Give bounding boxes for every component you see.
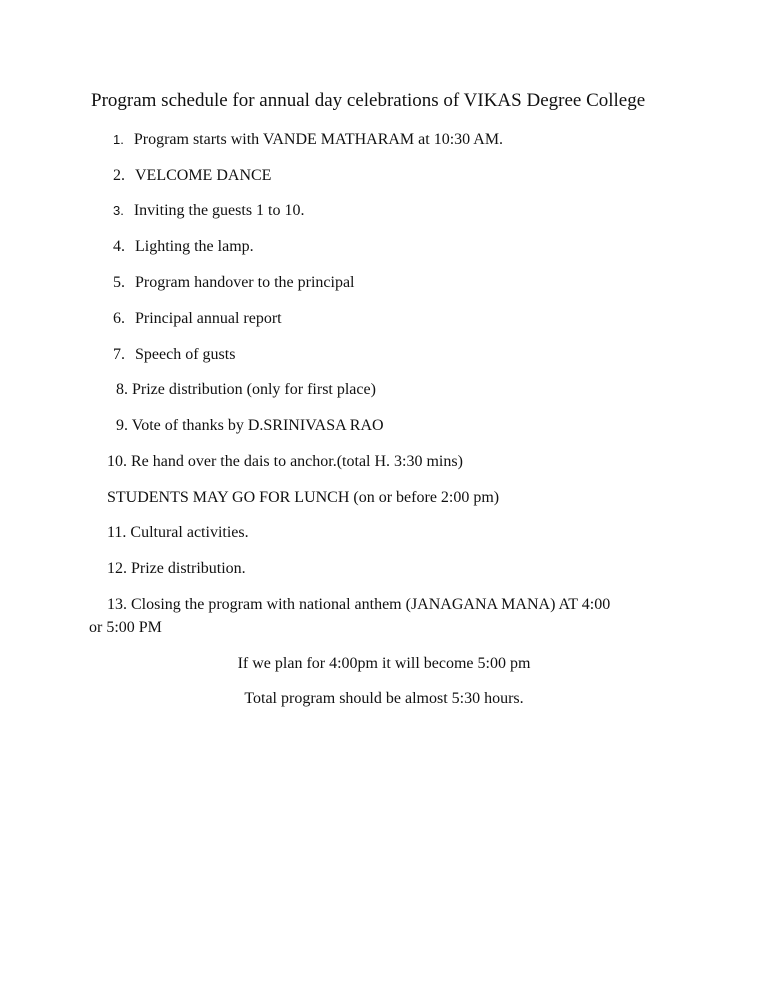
- list-item: [113, 200, 305, 222]
- list-item: 13. Closing the program with national anthem (JANAGANA MANA) AT 4:00: [107, 596, 611, 613]
- list-item: 12. Prize distribution.: [107, 560, 246, 577]
- total-note: Total program should be almost 5:30 hours.: [244, 690, 524, 707]
- list-item: 8. Prize distribution (only for first place): [116, 381, 376, 398]
- plan-note: If we plan for 4:00pm it will become 5:00 pm: [237, 655, 531, 672]
- list-item-text: Program handover to the principal: [135, 274, 355, 291]
- list-item: 9. Vote of thanks by D.SRINIVASA RAO: [116, 417, 384, 434]
- list-item-number: 7.: [113, 346, 125, 363]
- list-item: [113, 236, 254, 258]
- list-item-number: 6.: [113, 310, 125, 327]
- list-item-text: Inviting the guests 1 to 10.: [133, 202, 305, 219]
- list-item-text: Lighting the lamp.: [135, 238, 254, 255]
- list-item: 10. Re hand over the dais to anchor.(total H. 3:30 mins): [107, 453, 463, 470]
- list-item-text: Program starts with VANDE MATHARAM at 10:30 AM.: [133, 131, 504, 148]
- list-item-text: Principal annual report: [135, 310, 282, 327]
- list-item: [113, 129, 503, 151]
- list-item-text: Speech of gusts: [135, 346, 236, 363]
- list-item: [113, 344, 235, 366]
- list-item: [113, 272, 355, 294]
- list-item-text: VELCOME DANCE: [135, 167, 272, 184]
- list-item: 11. Cultural activities.: [107, 524, 249, 541]
- document-title: Program schedule for annual day celebrations of VIKAS Degree College: [91, 90, 646, 111]
- lunch-note: STUDENTS MAY GO FOR LUNCH (on or before 2:00 pm): [107, 489, 500, 506]
- list-item-number: 1.: [113, 132, 124, 147]
- list-item-number: 5.: [113, 274, 125, 291]
- list-item: [113, 165, 271, 187]
- list-item-number: 3.: [113, 203, 124, 218]
- list-item-number: 4.: [113, 238, 125, 255]
- list-item-continuation: or 5:00 PM: [89, 619, 162, 636]
- list-item-number: 2.: [113, 167, 125, 184]
- list-item: [113, 308, 282, 330]
